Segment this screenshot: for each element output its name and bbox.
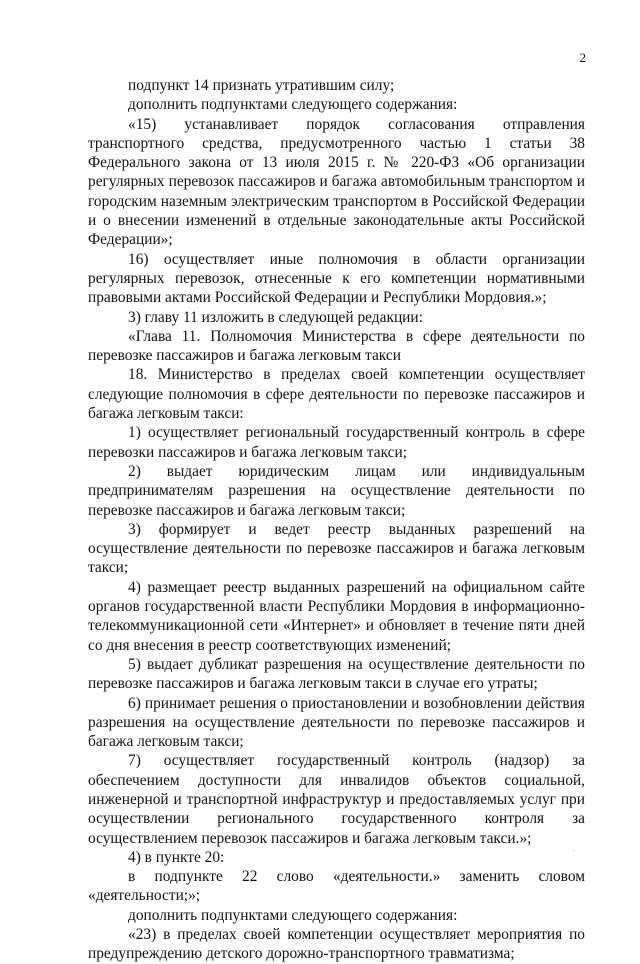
paragraph: «23) в пределах своей компетенции осуществляет мероприятия по предупреждению детского дорожно-транспортного травматизма; [88,926,585,963]
paragraph: 18. Министерство в пределах своей компетенции осуществляет следующие полномочия в сфере деятельности по перевозке пассажиров и багажа легковым такси: [88,366,585,423]
paragraph: 4) в пункте 20: [128,848,225,866]
page-number: 2 [579,50,586,65]
list-item: 4) размещает реестр выданных разрешений на официальном сайте органов государственной власти Республики Мордовия в информационно-телекоммуникационной сети «Интернет» и обновляет в течение пяти дней со дня внесения в реестр соответствующих изменений; [88,578,585,654]
paragraph: дополнить подпунктами следующего содержания: [128,96,458,114]
scan-speck [573,850,574,851]
list-item: 2) выдает юридическим лицам или индивидуальным предпринимателям разрешения на осуществление деятельности по перевозке пассажиров и багажа легковым такси; [88,462,585,519]
paragraph: дополнить подпунктами следующего содержания: [128,906,458,924]
list-item: 5) выдает дубликат разрешения на осуществление деятельности по перевозке пассажиров и багажа легковым такси в случае его утраты; [88,655,585,693]
list-item: 1) осуществляет региональный государственный контроль в сфере перевозки пассажиров и багажа легковым такси; [88,424,585,461]
paragraph: подпункт 14 признать утратившим силу; [128,77,395,94]
chapter-heading: «Глава 11. Полномочия Министерства в сфере деятельности по перевозке пассажиров и багажа легковым такси [88,327,585,365]
paragraph: 16) осуществляет иные полномочия в области организации регулярных перевозок, отнесенные к его компетенции нормативными правовыми актами Российской Федерации и Республики Мордовия.»; [88,250,585,307]
list-item: 7) осуществляет государственный контроль (надзор) за обеспечением доступности для инвалидов объектов социальной, инженерной и транспортной инфраструктур и предоставляемых услуг при осуществлении регионального государственного контроля за осуществлением перевозок пассажиров и багажа легковым такси.»; [88,752,585,847]
list-item: 6) принимает решения о приостановлении и возобновлении действия разрешения на осуществление деятельности по перевозке пассажиров и багажа легковым такси; [88,694,585,751]
paragraph: «15) устанавливает порядок согласования отправления транспортного средства, предусмотренного частью 1 статьи 38 Федерального закона от 13 июля 2015 г. № 220-ФЗ «Об организации регулярных перевозок пассажиров и багажа автомобильным транспортом и городским наземным электрическим транспортом в Российской Федерации и о внесении изменений в отдельные законодательные акты Российской Федерации»; [88,115,585,249]
paragraph: в подпункте 22 слово «деятельности.» заменить словом «деятельности;»; [88,868,585,905]
document-body [88,76,585,964]
paragraph: 3) главу 11 изложить в следующей редакции: [128,308,423,326]
list-item: 3) формирует и ведет реестр выданных разрешений на осуществление деятельности по перевозке пассажиров и багажа легковым такси; [88,520,585,577]
